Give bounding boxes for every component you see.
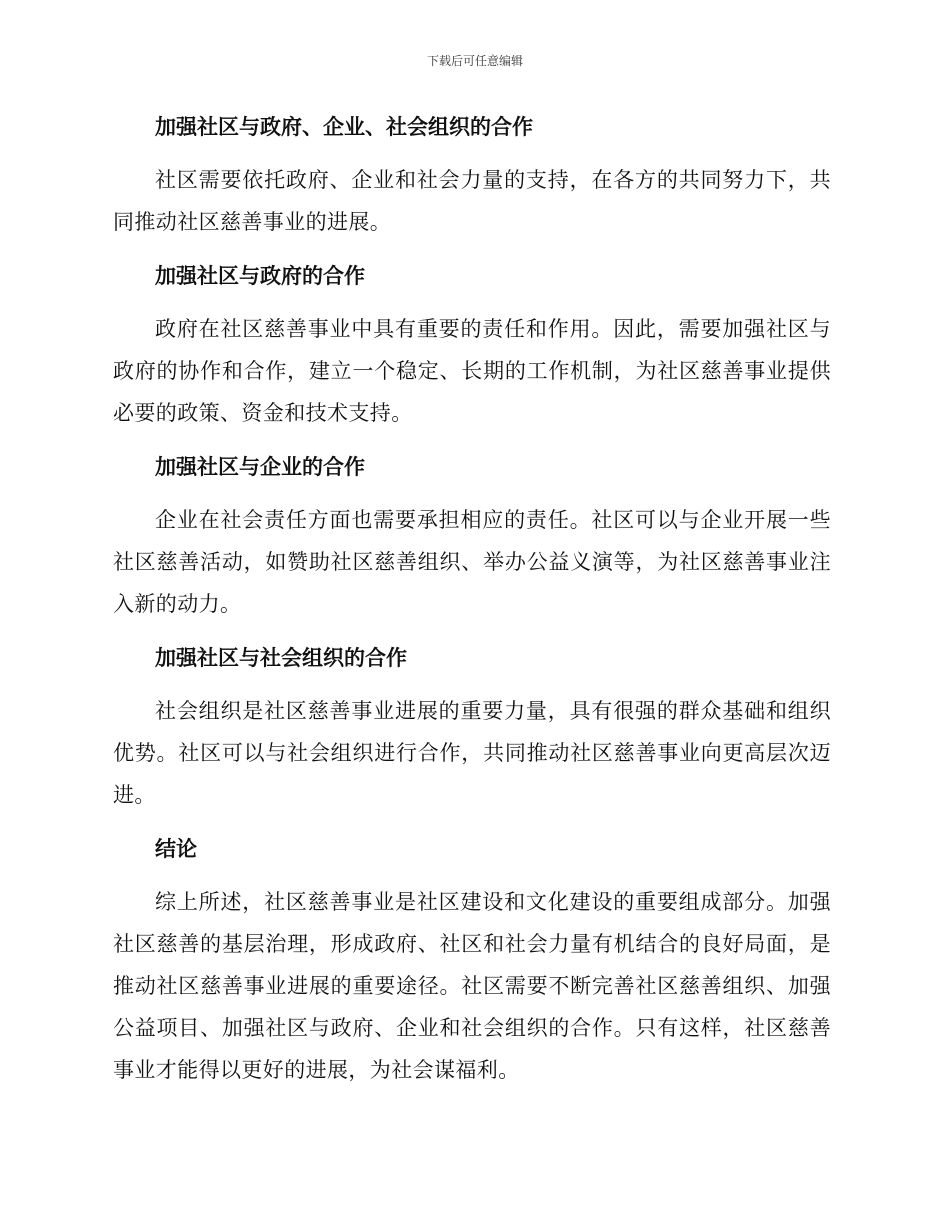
section-paragraph-government: 政府在社区慈善事业中具有重要的责任和作用。因此，需要加强社区与政府的协作和合作，建立一个稳定、长期的工作机制，为社区慈善事业提供必要的政策、资金和技术支持。 [113, 317, 831, 425]
document-body [113, 105, 831, 1091]
section-paragraph-conclusion: 综上所述，社区慈善事业是社区建设和文化建设的重要组成部分。加强社区慈善的基层治理，形成政府、社区和社会力量有机结合的良好局面，是推动社区慈善事业进展的重要途径。社区需要不断完善社区慈善组织、加强公益项目、加强社区与政府、企业和社会组织的合作。只有这样，社区慈善事业才能得以更好的进展，为社会谋福利。 [113, 890, 831, 1082]
section-paragraph-enterprise: 企业在社会责任方面也需要承担相应的责任。社区可以与企业开展一些社区慈善活动，如赞助社区慈善组织、举办公益义演等，为社区慈善事业注入新的动力。 [113, 508, 831, 616]
section-heading-social-orgs: 加强社区与社会组织的合作 [155, 646, 407, 670]
section-paragraph-social-orgs: 社会组织是社区慈善事业进展的重要力量，具有很强的群众基础和组织优势。社区可以与社会组织进行合作，共同推动社区慈善事业向更高层次迈进。 [113, 699, 831, 807]
section-heading-government: 加强社区与政府的合作 [155, 264, 365, 288]
section-heading-enterprise: 加强社区与企业的合作 [155, 455, 365, 479]
section-heading-cooperation: 加强社区与政府、企业、社会组织的合作 [155, 115, 533, 139]
section-paragraph-cooperation: 社区需要依托政府、企业和社会力量的支持，在各方的共同努力下，共同推动社区慈善事业的进展。 [113, 168, 831, 234]
section-heading-conclusion: 结论 [155, 837, 197, 861]
page-header-note: 下载后可任意编辑 [426, 54, 523, 68]
